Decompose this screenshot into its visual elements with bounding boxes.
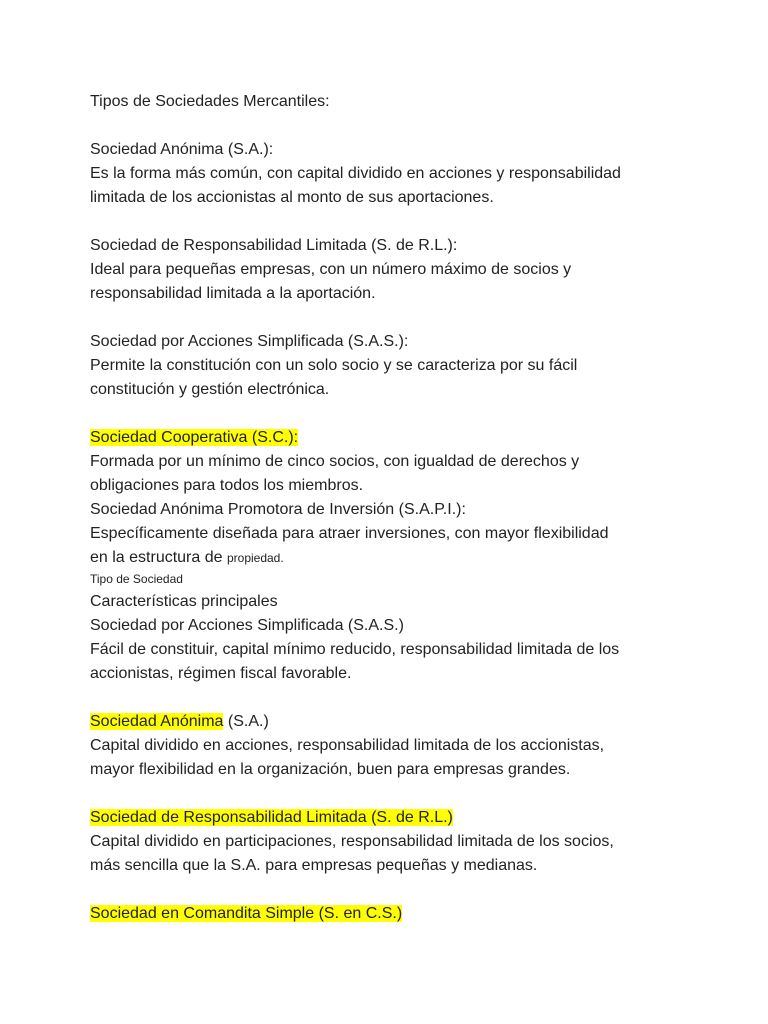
table-scs-name-line [90, 902, 690, 926]
table-srl-description-line: más sencilla que la S.A. para empresas pequeñas y medianas. [90, 857, 538, 874]
table-header-tipo: Tipo de Sociedad [90, 572, 183, 586]
table-sa-name-rest: (S.A.) [223, 713, 269, 730]
table-header-caracteristicas: Características principales [90, 593, 278, 610]
sc-description-line: obligaciones para todos los miembros. [90, 477, 364, 494]
sas-description-line: constitución y gestión electrónica. [90, 381, 330, 398]
sa-heading: Sociedad Anónima (S.A.): [90, 141, 274, 158]
sapi-description-line: Específicamente diseñada para atraer inversiones, con mayor flexibilidad [90, 525, 609, 542]
spacer [90, 878, 690, 902]
table-srl-name-line [90, 806, 690, 830]
sc-heading-line [90, 426, 690, 450]
sas-description-line: Permite la constitución con un solo socio y se caracteriza por su fácil [90, 357, 578, 374]
srl-description-line: responsabilidad limitada a la aportación. [90, 285, 376, 302]
sas-heading: Sociedad por Acciones Simplificada (S.A.S.): [90, 333, 409, 350]
sc-description-line: Formada por un mínimo de cinco socios, con igualdad de derechos y [90, 453, 580, 470]
table-scs-name: Sociedad en Comandita Simple (S. en C.S.) [90, 905, 403, 922]
table-srl-description-line: Capital dividido en participaciones, responsabilidad limitada de los socios, [90, 833, 614, 850]
table-sa-name-line [90, 710, 690, 734]
table-sas-name: Sociedad por Acciones Simplificada (S.A.S.) [90, 617, 404, 634]
document-page [90, 90, 690, 926]
sapi-heading: Sociedad Anónima Promotora de Inversión (S.A.P.I.): [90, 501, 466, 518]
table-srl-name: Sociedad de Responsabilidad Limitada (S. de R.L.) [90, 809, 453, 826]
table-sas-description-line: Fácil de constituir, capital mínimo reducido, responsabilidad limitada de los [90, 641, 620, 658]
sa-description-line: Es la forma más común, con capital dividido en acciones y responsabilidad [90, 165, 621, 182]
spacer [90, 306, 690, 330]
spacer [90, 210, 690, 234]
srl-description-line: Ideal para pequeñas empresas, con un número máximo de socios y [90, 261, 572, 278]
spacer [90, 402, 690, 426]
table-sas-description-line: accionistas, régimen fiscal favorable. [90, 665, 352, 682]
spacer [90, 782, 690, 806]
srl-heading: Sociedad de Responsabilidad Limitada (S. de R.L.): [90, 237, 458, 254]
table-sa-description-line: mayor flexibilidad en la organización, buen para empresas grandes. [90, 761, 571, 778]
sa-description-line: limitada de los accionistas al monto de sus aportaciones. [90, 189, 494, 206]
spacer [90, 114, 690, 138]
table-sa-name-highlight: Sociedad Anónima [90, 713, 224, 730]
document-title: Tipos de Sociedades Mercantiles: [90, 93, 330, 110]
sapi-line2-small: propiedad. [226, 551, 284, 565]
sc-heading: Sociedad Cooperativa (S.C.): [90, 429, 299, 446]
table-sa-description-line: Capital dividido en acciones, responsabilidad limitada de los accionistas, [90, 737, 605, 754]
sapi-line2-main: en la estructura de [90, 549, 227, 566]
spacer [90, 686, 690, 710]
sapi-description-line [90, 546, 690, 570]
